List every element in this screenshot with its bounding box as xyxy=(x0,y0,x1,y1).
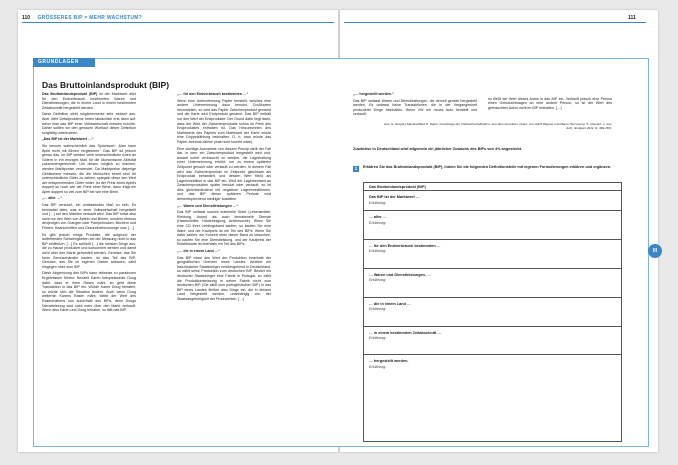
source-citation: Aus: N. Gregory Mankiw/Mark P. Taylor: Grundzüge der Volkswirtschaftslehre. Aus dem Amerikan. übertr. von Adolf Wagner und Marco Herrmann). 5., überarb. u. erw. Aufl., Stuttgart 2012, S. 499–501. xyxy=(383,122,612,130)
paragraph: Das BIP versucht, ein umfassendes Maß zu sein. Es beinhaltet alles, was in einer Volkswirtschaft hergestellt und […] auf den Märkten verkauft wird. Das BIP misst also nicht nur den Wert von Äpfeln und Birnen, sondern ebenso denjenigen von Orangen oder Pampelmusen, Büchern und Filmen, Haarschnitten und Gesundheitsvorsorge usw. […] xyxy=(42,203,136,231)
worksheet-explanation-label: Erklärung: xyxy=(369,278,387,283)
paragraph: Es gibt jedoch einige Produkte, die aufgrund der auftretenden Schwierigkeiten bei der Messung nicht in das BIP einfließen. […] Es schließt […] die meisten Dinge aus, die zu Hause produziert und konsumiert werden und damit nicht über den Markt gehandelt werden. Gemüse, das Sie beim Gemüsehändler kaufen, ist also Teil des BIP; Gemüse, das Sie im eigenen Garten anbauen, zählt hingegen nicht zum BIP. xyxy=(42,232,136,269)
paragraph: Das BIP umfasst sowohl materielle Güter (Lebensmittel, Kleidung, Autos) als auch immaterielle Dienste (Haarschnitte, Hausreinigung, Arztbesuche). Wenn Sie eine CD Ihrer Lieblingsband kaufen, so kaufen Sie eine Ware, und der Kaufpreis ist ein Teil des BIPs. Wenn Sie dafür zahlen, ein Konzert eben dieser Band zu besuchen, so kaufen Sie eine Dienstleistung, und der Kaufpreis der Eintrittskarte ist ebenfalls ein Teil des BIPs. xyxy=(177,210,271,247)
task-number-badge: 1 xyxy=(354,166,358,171)
paragraph: Wenn eine Unternehmung Papier herstellt, welches eine andere Unternehmung dazu benutzt, Grußkarten herzustellen, so wird das Papier Zwischenprodukt genannt und die Karte wird Endprodukt genannt. Das BIP enthält nur den Wert der Endprodukte. Der Grund dafür liegt darin, dass der Wert der Zwischenprodukte schon im Preis des Endproduktes enthalten ist. Das Hinzurechnen des Marktwerts des Papiers zum Marktwert der Karte würde eine Doppelzählung beinhalten. D. h. man würde das Papier zweimal zählen (was nicht korrekt wäre). xyxy=(177,98,271,144)
worksheet-row[interactable] xyxy=(364,327,621,356)
left-page-number: 110 xyxy=(22,15,31,21)
worksheet-explanation-label: Erklärung: xyxy=(369,336,387,341)
intro-lead: Das Bruttoinlandsprodukt (BIP) xyxy=(42,92,98,96)
definition-worksheet xyxy=(363,182,622,442)
paragraph: Diese Definition sieht möglicherweise sehr einfach aus. Aber viele Detailprobleme treten tatsächlich erst dann auf, wenn man das BIP einer Volkswirtschaft messen möchte. Daher sollten wir den genauen Wortlaut dieser Definition sorgfältig untersuchen. xyxy=(42,112,136,135)
paragraph: so fließt der Wert dieses Autos in das BIP ein. Verkauft jedoch eine Person einen Gebrauchtwagen an eine andere Person, so ist der Wert des gebrauchten Autos nicht im BIP enthalten. […] xyxy=(488,96,612,110)
paragraph: Das BIP misst den Wert der Produktion innerhalb der geografischen Grenzen eines Landes. Arbeitet ein französischer Staatsbürger vorübergehend in Deutschland, so zählt seine Produktion zum deutschen BIP. Besitzt ein deutscher Staatsbürger eine Fabrik in Portugal, so zählt die Produktionsleistung in seiner Fabrik nicht zum deutschen BIP. (Sie zählt zum portugiesischen BIP.) In das BIP eines Landes fließen also Dinge ein, die in diesem Land hergestellt werden, unabhängig von der Staatsangehörigkeit der Produzenten. […] xyxy=(177,255,271,301)
task-instruction: Erklären Sie das Bruttoinlandsprodukt (BIP), indem Sie die folgenden Definitionsteile mit eigenen Formulierungen erklären und ergänzen. xyxy=(363,165,612,169)
worksheet-row[interactable] xyxy=(364,240,621,269)
worksheet-explanation-label: Erklärung: xyxy=(369,364,387,369)
chapter-marker[interactable]: III xyxy=(648,244,662,258)
paragraph: Das BIP umfasst Waren und Dienstleistungen, die derzeit gerade hergestellt werden. Es umfasst keine Transaktionen, die in der Vergangenheit produzierte Dinge beinhalten. Wenn VW ein neues Auto herstellt und verkauft, xyxy=(353,98,477,117)
worksheet-row-label: … in einem bestimmten Zeitabschnitt … xyxy=(369,330,442,335)
box-title: Das Bruttoinlandsprodukt (BIP) xyxy=(42,80,170,90)
text-column-4 xyxy=(488,92,612,112)
left-running-title: GRÖSSERES BIP = MEHR WACHSTUM? xyxy=(37,15,143,21)
subheading: „… die in einem Land …“ xyxy=(177,249,221,253)
left-header-rule xyxy=(22,22,334,23)
subheading: „Das BIP ist der Marktwert …“ xyxy=(42,137,94,142)
worksheet-row-label: … die in einem Land … xyxy=(369,301,411,306)
paragraph: Diese Abgrenzung des BIPs kann teilweise zu paradoxen Ergebnissen führen. Bezahlt Karen beispielsweise Doug dafür, dass er ihren Rasen mäht, so geht diese Transaktion in das BIP ein. Würde Karen Doug heiraten, so würde sich die Situation ändern. Auch wenn Doug weiterhin Karens Rasen mäht, bleibt der Wert des Rasenmähens nun außerhalb des BIPs, denn Dougs Dienstleistung wird nicht mehr über den Markt verkauft. Wenn also Karen und Doug heiraten, so fällt das BIP. xyxy=(42,271,136,313)
right-page-number: 111 xyxy=(628,15,636,21)
growth-statement: Zuwächse in Deutschland wird allgemein ein jährlicher Zuwachs des BIPs von 4% angestrebt. xyxy=(353,147,523,151)
worksheet-row-label: … Waren und Dienstleistungen, … xyxy=(369,272,431,277)
worksheet-row[interactable] xyxy=(364,191,621,211)
worksheet-row-label: Das BIP ist der Marktwert … xyxy=(369,195,420,199)
text-column-1 xyxy=(42,92,136,315)
worksheet-row[interactable] xyxy=(364,269,621,298)
worksheet-row[interactable] xyxy=(364,211,621,240)
worksheet-explanation-label: Erklärung: xyxy=(369,200,387,205)
text-column-3 xyxy=(353,92,477,119)
paragraph: Eine wichtige Ausnahme von diesem Prinzip stellt der Fall dar, in dem ein Zwischenprodukt hergestellt wird und, anstatt sofort verbraucht zu werden, die Lagerhaltung einer Unternehmung erhöht, um zu einem späteren Zeitpunkt genutzt oder verkauft zu werden. In diesem Fall wird das Zwischenprodukt im Zeitpunkt gleichsam als Endprodukt behandelt, und dessen Wert fließt als Lagerinvestition in das BIP ein. Wird der Lagerbestand an Zwischenprodukten später benutzt oder verkauft, so ist dies gleichbedeutend mit negativen Lagerinvestitionen, und das BIP dieser späteren Periode wird dementsprechend niedriger ausfallen. xyxy=(177,146,271,202)
paragraph: Sie kennen wahrscheinlich das Sprichwort: „Man kann Äpfel nicht mit Birnen vergleichen.“ Das BIP tut jedoch genau das. Im BIP werden viele unterschiedliche Arten an Gütern in ein einziges Maß für die ökonomische Aktivität zusammengerechnet. Um dieses möglich zu machen, werden Marktpreise verwendet. Da Marktpreise diejenige Geldsumme messen, die die Menschen bereit sind für unterschiedliche Güter zu zahlen, spiegeln diese den Wert der entsprechenden Güter wider. Ist der Preis eines Apfels doppelt so hoch wie der Preis einer Birne, dann trägt ein Apfel doppelt so viel zum BIP bei wie eine Birne. xyxy=(42,143,136,194)
worksheet-row-label: … hergestellt werden. xyxy=(369,359,409,364)
subheading: „… aller …“ xyxy=(42,196,63,201)
worksheet-explanation-label: Erklärung: xyxy=(369,220,387,225)
worksheet-row[interactable] xyxy=(364,355,621,384)
left-running-head xyxy=(22,15,142,21)
subheading: „… hergestellt werden.“ xyxy=(353,92,394,96)
worksheet-row-label: … aller … xyxy=(369,215,387,219)
right-header-rule xyxy=(344,22,646,23)
worksheet-explanation-label: Erklärung: xyxy=(369,249,387,254)
worksheet-title-row xyxy=(364,183,621,191)
text-column-2 xyxy=(177,92,271,304)
worksheet-explanation-label: Erklärung: xyxy=(369,307,387,312)
worksheet-title: Das Bruttoinlandsprodukt (BIP) xyxy=(369,185,426,189)
intro-text: ist der Marktwert aller für den Endverbrauch bestimmten Waren und Dienstleistungen, die in einem Land in einem bestimmten Zeitabschnitt hergestellt werden. xyxy=(42,92,136,110)
subheading: „… für den Endverbrauch bestimmten …“ xyxy=(177,92,249,96)
subheading: „… Waren und Dienstleistungen …“ xyxy=(177,203,239,208)
worksheet-row[interactable] xyxy=(364,298,621,327)
grundlagen-tab: GRUNDLAGEN xyxy=(33,58,95,67)
right-running-head xyxy=(628,15,642,21)
worksheet-row-label: … für den Endverbrauch bestimmten … xyxy=(369,243,441,248)
